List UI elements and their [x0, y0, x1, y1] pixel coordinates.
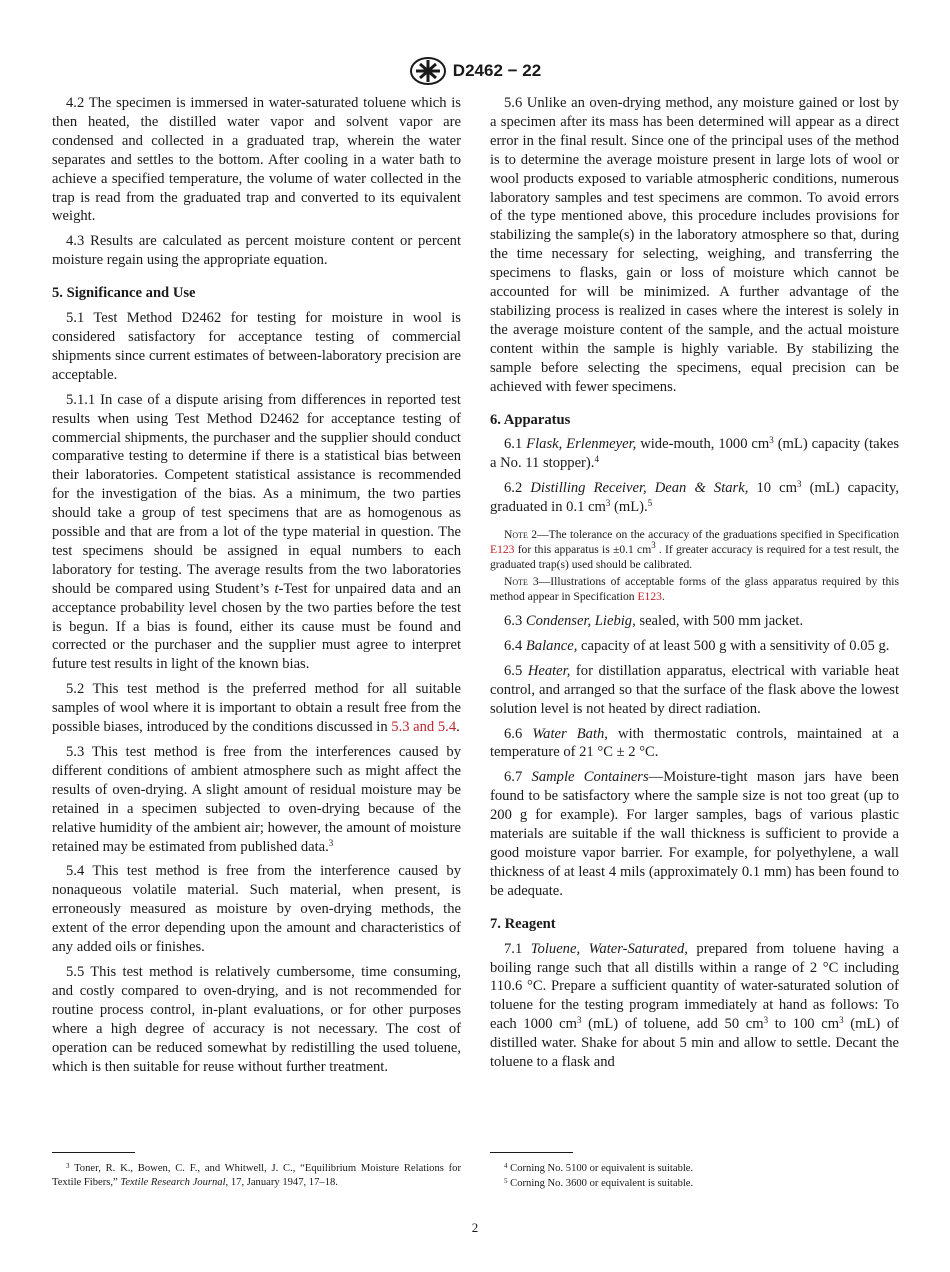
paragraph-5-6: 5.6 Unlike an oven-drying method, any moisture gained or lost by a specimen after its mass has been determined will appear as a direct error in the final result. Since one of the principal uses of the method is to determine the average moisture present in large lots of wool or wool products exposed to variable atmospheric conditions, numerous laboratory samples and test specimens are common. To avoid errors of the type mentioned above, this procedure includes provisions for stabilizing the sample(s) in the laboratory atmosphere so that, during the time necessary for selecting, weighing, and transferring the specimens to flasks, gain or loss of moisture which cannot be accounted for will be minimized. A further advantage of the stabilizing process is realized in cases where the interest is solely in the average moisture content of the sample, and the actual moisture content within the sample is highly variable. By stabilizing the sample before selecting the specimens, equal precision can be achieved with fewer specimens. [490, 95, 899, 395]
footnote-divider-left [52, 1152, 135, 1153]
paragraph-6-7: 6.7 Sample Containers—Moisture-tight mason jars have been found to be satisfactory where the sample size is not too great (up to 200 g for example). For larger samples, bags of various plastic materials are suitable if the wall thickness is sufficient to provide a good moisture vapor barrier. For example, for polyethylene, a wall thickness of at least 4 mils (approximately 0.1 mm) has been found to be adequate. [490, 769, 899, 899]
note-3: Note 3—Illustrations of acceptable forms of the glass apparatus required by this method appear in Specification E123. [490, 575, 899, 604]
spec-link-e123[interactable]: E123 [490, 543, 515, 557]
paragraph-7-1: 7.1 Toluene, Water-Saturated, prepared from toluene having a boiling range such that all distills within a range of 2 °C including 110.6 °C. Prepare a sufficient quantity of water-saturated solution of toluene for the testing program immediately at hand as follows: To each 1000 $cm^3$ (mL) of toluene, add 50 $cm^3$ to 100 $cm^3$ (mL) of distilled water. Shake for about 5 min and allow to settle. Decant the toluene to a flask and [490, 940, 900, 1071]
paragraph-6-4: 6.4 Balance, capacity of at least 500 g with a sensitivity of 0.05 g. [504, 637, 890, 654]
paragraph-6-5: 6.5 Heater, for distillation apparatus, electrical with variable heat control, and arranged so that the surface of the flask above the lowest solution level is not heated by direct radiation. [490, 662, 900, 717]
page-header [0, 56, 950, 86]
right-column [490, 94, 899, 1078]
page-number: 2 [471, 1220, 479, 1235]
footnote-3: $^3$ Toner, R. K., Bowen, C. F., and Whitwell, J. C., “Equilibrium Moisture Relations for Textile Fibers,” Textile Research Journal, 17, January 1947, 17–18. [52, 1162, 461, 1189]
paragraph-5-5: 5.5 This test method is relatively cumbersome, time consuming, and costly compared to oven-drying, and is not recommended for routine process control, in-plant evaluations, or for other purposes where a high degree of accuracy is not necessary. The cost of operation can be reduced somewhat by redistilling the used toluene, which is then suitable for reuse without further treatment. [52, 963, 461, 1075]
note-2: Note 2—The tolerance on the accuracy of the graduations specified in Specification E123 for this apparatus is ±0.1 $cm^3$ . If greater accuracy is required for a test result, the graduated trap(s) used should be calibrated. [490, 528, 899, 572]
standard-designation: D2462 − 22 [452, 61, 542, 80]
paragraph-6-2: 6.2 Distilling Receiver, Dean & Stark, 10 $cm^3$ (mL) capacity, graduated in 0.1 $cm^3$ (mL).$^5$ [490, 479, 899, 516]
footnote-ref-5[interactable]: 5 [647, 498, 653, 509]
section-link-5-3-5-4[interactable]: 5.3 and 5.4 [391, 719, 457, 736]
section-heading-6: 6. Apparatus [490, 411, 571, 428]
astm-logo-icon [409, 56, 447, 86]
section-heading-7: 7. Reagent [490, 915, 556, 932]
footnote-ref-3[interactable]: 3 [328, 837, 334, 848]
footnote-ref-4[interactable]: 4 [594, 454, 599, 465]
paragraph-5-2: 5.2 This test method is the preferred method for all suitable samples of wool where it is important to obtain a result free from the possible biases, introduced by the conditions discussed in 5.3 and 5.4. [52, 681, 461, 736]
left-column [52, 94, 461, 1082]
footnote-5: $^5$ Corning No. 3600 or equivalent is suitable. [504, 1177, 694, 1189]
spec-link-e123[interactable]: E123 [637, 590, 662, 604]
paragraph-6-6: 6.6 Water Bath, with thermostatic controls, maintained at a temperature of 21 °C ± 2 °C. [490, 725, 900, 761]
paragraph-5-3: 5.3 This test method is free from the interferences caused by different conditions of ambient atmosphere such as might affect the results of oven-drying. A slight amount of residual moisture may be retained in a specimen subjected to oven-drying because of the relative humidity of the ambient air; however, the amount of moisture retained may be estimated from published data.$^3$ [52, 744, 461, 855]
paragraph-4-3: 4.3 Results are calculated as percent moisture content or percent moisture regain using the appropriate equation. [52, 233, 461, 269]
paragraph-4-2: 4.2 The specimen is immersed in water-saturated toluene which is then heated, the distilled water vapor and solvent vapor are condensed and collected in a graduated trap, wherein the water separates and settles to the bottom. After cooling in a water bath to achieve a specified temperature, the volume of water collected in the trap is read from the graduated trap and converted to its equivalent weight. [52, 95, 461, 225]
footnote-divider-right [490, 1152, 573, 1153]
paragraph-5-1: 5.1 Test Method D2462 for testing for moisture in wool is considered satisfactory for acceptance testing of commercial shipments since current estimates of between-laboratory precision are acceptable. [52, 310, 461, 383]
footnote-4: $^4$ Corning No. 5100 or equivalent is suitable. [504, 1162, 694, 1174]
paragraph-6-3: 6.3 Condenser, Liebig, sealed, with 500 mm jacket. [504, 613, 804, 630]
paragraph-6-1: 6.1 Flask, Erlenmeyer, wide-mouth, 1000 $cm^3$ (mL) capacity (takes a No. 11 stopper).$^4$ [490, 435, 899, 472]
paragraph-5-4: 5.4 This test method is free from the interference caused by nonaqueous volatile material. Such material, when present, is erroneously measured as moisture by oven-drying methods, the extent of the error depending upon the amount and characteristics of any added oils or finishes. [52, 863, 461, 956]
paragraph-5-1-1: 5.1.1 In case of a dispute arising from differences in reported test results when using Test Method D2462 for acceptance testing of commercial shipments, the purchaser and the supplier should conduct comparative testing to determine if there is a statistical bias between their laboratories. Competent statistical assistance is recommended for the investigation of the bias. As a minimum, the two parties should take a group of test specimens that are as homogenous as possible and that are from a lot of the type material in question. The test specimens should be assigned in equal numbers to each laboratory for testing. The average results from the two laboratories should be compared using Student’s t-Test for unpaired data and an acceptance probability level chosen by the two parties before the test is begun. If a bias is found, either its cause must be found and corrected or the purchaser and the supplier must agree to interpret future test results in light of the known bias. [52, 391, 461, 673]
section-heading-5: 5. Significance and Use [52, 285, 196, 302]
